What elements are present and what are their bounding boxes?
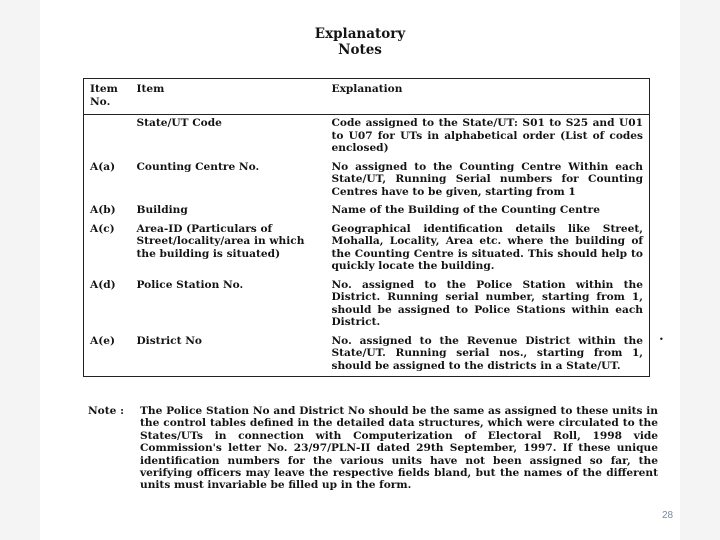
row-item: State/UT Code <box>136 117 222 129</box>
row-explanation: Name of the Building of the Counting Centre <box>331 204 600 216</box>
table-row <box>84 159 650 203</box>
title-line-2: Notes <box>338 42 382 58</box>
table-row <box>84 115 650 159</box>
row-no: A(d) <box>90 278 116 291</box>
row-item: Counting Centre No. <box>136 160 260 173</box>
table-row <box>84 221 650 277</box>
row-explanation <box>326 115 650 159</box>
explanatory-table <box>83 78 650 377</box>
row-explanation-text: Code assigned to the State/UT: S01 to S25 and U01 to U07 for UTs in alphabetical order (List of codes enclosed) <box>331 117 643 154</box>
row-explanation: No. assigned to the Revenue District within the State/UT. Running serial nos., starting from 1, should be assigned to the districts in a State/UT. <box>331 334 643 372</box>
row-item: Building <box>136 204 188 216</box>
row-no: A(a) <box>90 160 116 173</box>
header-item: Item <box>131 79 326 115</box>
row-explanation: No assigned to the Counting Centre Within each State/UT, Running Serial numbers for Counting Centres have to be given, starting from 1 <box>331 160 643 198</box>
page-number: 28 <box>662 510 674 521</box>
table-row <box>84 277 650 333</box>
header-item-no: Item No. <box>84 79 131 115</box>
row-item: Area-ID (Particulars of Street/locality/area in which the building is situated) <box>136 222 305 260</box>
table-row <box>84 333 650 377</box>
table-row <box>84 202 650 221</box>
page-title <box>0 26 720 58</box>
row-item: District No <box>136 334 202 347</box>
row-no <box>84 115 131 159</box>
note-text: The Police Station No and District No should be the same as assigned to these units in the control tables defined in the detailed data structures, which were circulated to the States/UTs in connection with Computerization of Electoral Roll, 1998 vide Commission's letter No. 23/97/PLN-II dated 29th September, 1997. If these unique identification numbers for the various units have not been assigned so far, the verifying officers may leave the respective fields bland, but the names of the different units must invariable be filled up in the form. <box>140 405 658 492</box>
title-line-1: Explanatory <box>314 26 406 42</box>
row-no: A(c) <box>90 222 115 235</box>
row-item: Police Station No. <box>136 278 244 291</box>
note-label: Note : <box>88 405 124 417</box>
row-no: A(e) <box>90 334 115 347</box>
side-mark: • <box>659 335 664 344</box>
row-explanation: No. assigned to the Police Station within the District. Running serial number, starting from 1, should be assigned to Police Stations within each District. <box>331 278 643 328</box>
table-header-row <box>84 79 650 115</box>
row-no: A(b) <box>90 204 116 216</box>
header-explanation: Explanation <box>326 79 650 115</box>
row-explanation: Geographical identification details like Street, Mohalla, Locality, Area etc. where the building of the Counting Centre is situated. This should help to quickly locate the building. <box>331 222 643 272</box>
